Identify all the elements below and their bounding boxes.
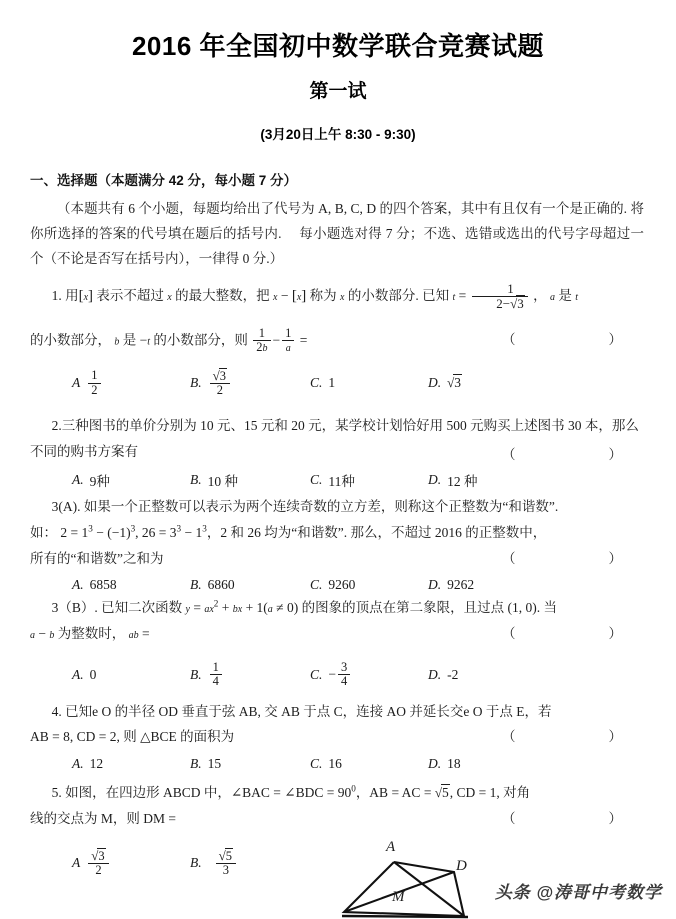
quadrilateral-diagram: [336, 840, 476, 919]
q5-option-b[interactable]: [190, 849, 310, 878]
q3a-text-c: 所有的“和谐数”之和为: [30, 550, 164, 566]
section-heading: 一、选择题（本题满分 42 分，每小题 7 分）: [30, 172, 298, 188]
q4-option-c-label: C.: [310, 755, 323, 771]
q1-option-d[interactable]: [428, 375, 546, 391]
q2-answer-blank[interactable]: （ ）: [502, 447, 644, 463]
q5-stem-2: 线的交点为 M，则 DM =: [30, 810, 176, 826]
q1-option-b[interactable]: [190, 369, 310, 398]
q1-text-b: 表示不超过: [96, 287, 164, 303]
q3b-equals: =: [142, 625, 150, 641]
question-3a-options: [30, 577, 644, 593]
q3a-number: 3(A).: [51, 499, 81, 515]
q1-answer-blank[interactable]: （ ）: [502, 331, 644, 347]
q5-text-a: 如图，在四边形 ABCD 中，∠BAC = ∠BDC = 90: [65, 784, 352, 800]
q1-option-a[interactable]: [72, 369, 190, 397]
q1-option-a-label: A: [72, 375, 81, 391]
q2-option-a-label: A.: [72, 472, 84, 488]
title-block: [0, 0, 676, 143]
q4-option-c-value: 16: [328, 755, 342, 771]
q4-stem-2: AB = 8, CD = 2, 则 △BCE 的面积为: [30, 729, 235, 745]
q5-option-a-value: $\frac{√3}{2}$: [88, 849, 108, 878]
q3a-option-d-value: 9262: [447, 577, 475, 593]
question-3b-line-1: [30, 595, 644, 621]
q3a-option-b-value: 6860: [207, 577, 235, 593]
figure-label-m: M: [392, 889, 405, 905]
q2-option-b[interactable]: [190, 470, 310, 490]
q1-text-a: 用: [65, 287, 79, 303]
q3b-option-d[interactable]: [428, 667, 546, 683]
q4-option-d[interactable]: [428, 756, 546, 772]
q1-option-c-label: C.: [310, 375, 323, 391]
q4-option-c[interactable]: [310, 756, 428, 772]
q3b-option-b-label: B.: [190, 666, 202, 682]
q1-option-a-value: $\frac{1}{2}$: [88, 369, 100, 397]
q1-option-c[interactable]: [310, 375, 428, 391]
q5-sqrt5: √5: [434, 784, 449, 800]
question-4-line-2: [30, 724, 644, 750]
q2-number: 2.: [51, 418, 62, 434]
exam-datetime: (3月20日上午 8:30 - 9:30): [260, 126, 416, 142]
q1-fraction-t: $\frac{1}{2-√3}$: [472, 282, 528, 311]
question-2: [30, 413, 644, 490]
question-3b-line-2: a − b 为整数时， ab = （ ）: [30, 621, 644, 647]
q2-option-c-label: C.: [310, 472, 323, 488]
q5-text-c: , CD = 1, 对角: [449, 784, 531, 800]
q3b-formula: $y = ax^2$ + bx + 1(a ≠ 0): [185, 598, 299, 616]
base-segment: [342, 916, 468, 917]
q4-answer-blank[interactable]: （ ）: [502, 729, 644, 745]
q4-option-a-value: 12: [89, 755, 104, 771]
q5-option-a-label: A: [72, 855, 81, 871]
q3a-option-c[interactable]: [310, 577, 428, 593]
q2-option-d-value: 12 种: [447, 474, 478, 490]
q4-option-b-label: B.: [190, 755, 202, 771]
question-3b: [30, 595, 644, 696]
q2-stem: 三种图书的单价分别为 10 元、15 元和 20 元，某学校计划恰好用 500 元购买上述图书 30 本，那么不同的购书方案有: [30, 418, 639, 459]
question-3a-line-2: [30, 520, 644, 546]
q1-text-d: 称为: [309, 287, 337, 303]
q3b-option-a-label: A.: [72, 666, 84, 682]
page-title: 2016 年全国初中数学联合竞赛试题: [131, 31, 545, 61]
question-5-line-1: 5. 如图，在四边形 ABCD 中，∠BAC = ∠BDC = $90^0$，AB = AC = √5, CD = 1, 对角: [51, 783, 531, 800]
q4-option-b[interactable]: [190, 756, 310, 772]
q2-option-a-value: 9种: [89, 474, 110, 490]
q4-option-a-label: A.: [72, 755, 84, 771]
question-3a-line-3: [30, 546, 644, 572]
q1-number: 1.: [51, 287, 62, 303]
question-4-options: [30, 756, 644, 772]
q2-option-a[interactable]: [72, 470, 190, 490]
q3b-answer-blank[interactable]: （ ）: [502, 625, 644, 641]
question-4: [30, 699, 644, 772]
q3a-option-a-label: A.: [72, 577, 84, 593]
q3b-option-a-value: 0: [89, 666, 97, 682]
question-4-line-1: [30, 699, 644, 725]
q3a-option-d[interactable]: [428, 577, 546, 593]
q3b-option-d-label: D.: [428, 666, 442, 682]
question-1: [30, 282, 644, 405]
q4-option-a[interactable]: [72, 756, 190, 772]
page-subtitle: 第一试: [309, 80, 367, 102]
q3b-text-a: 已知二次函数: [101, 600, 183, 616]
q1-fraction-1: $\frac{1}{2b}$: [253, 327, 270, 355]
q3a-text-a: 如：: [30, 524, 57, 540]
q2-option-b-value: 10 种: [207, 474, 238, 490]
q3a-option-c-value: 9260: [328, 577, 356, 593]
q2-option-b-label: B.: [190, 472, 202, 488]
q3b-option-a[interactable]: [72, 667, 190, 683]
q3a-answer-blank[interactable]: （ ）: [502, 550, 644, 566]
question-5-line-2: [30, 806, 644, 832]
q5-number: 5.: [51, 784, 62, 800]
q3a-text-b: ，2 和 26 均为“和谐数”. 那么，不超过 2016 的正整数中，: [206, 524, 547, 540]
q1-text-e: 的小数部分. 已知: [347, 287, 450, 303]
q1-option-d-label: D.: [428, 375, 442, 391]
q4-number: 4.: [51, 703, 62, 719]
q3a-option-b[interactable]: [190, 577, 310, 593]
question-3a-line-1: [30, 494, 644, 520]
q3a-option-a[interactable]: [72, 577, 190, 593]
q3b-text-c: 为整数时，: [57, 625, 126, 641]
q4-stem-1: 已知e O 的半径 OD 垂直于弦 AB, 交 AB 于点 C，连接 AO 并延长交e O 于点 E，若: [65, 703, 552, 719]
question-1-line-1: 1. 用[x] 表示不超过 x 的最大整数，把 x − [x] 称为 x 的小数部分. 已知 t = $\frac{1}{2-√3}$ ， a 是 t: [51, 280, 578, 311]
q1-text-i: 是: [122, 332, 137, 348]
q1-text-c: 的最大整数，把: [175, 287, 270, 303]
q1-text-j: 的小数部分，则: [153, 332, 248, 348]
q5-text-b: ，AB = AC =: [355, 784, 432, 800]
q3b-option-c-label: C.: [310, 666, 323, 682]
q1-option-b-label: B.: [190, 375, 202, 391]
section-instructions: （本题共有 6 个小题，每题均给出了代号为 A, B, C, D 的四个答案，其中有且仅有一个是正确的. 将你所选择的答案的代号填在题后的括号内. 每小题选对得 7 分；不选、选错或选出的代号字母超过一个（不论是否写在括号内），一律得 0 分.）: [30, 200, 644, 266]
q3a-stem-1: 如果一个正整数可以表示为两个连续奇数的立方差，则称这个正整数为“和谐数”.: [83, 499, 559, 515]
q4-option-d-label: D.: [428, 755, 442, 771]
q3a-option-c-label: C.: [310, 577, 323, 593]
q3b-option-c[interactable]: [310, 661, 428, 689]
q3a-option-a-value: 6858: [89, 577, 117, 593]
q1-fraction-2: $\frac{1}{a}$: [282, 327, 294, 355]
q3b-text-b: 的图象的顶点在第二象限，且过点 (1, 0). 当: [301, 600, 557, 616]
q3b-option-c-value: − $\frac{3}{4}$: [328, 661, 352, 689]
q3b-option-d-value: -2: [447, 666, 459, 682]
q5-answer-blank[interactable]: （ ）: [502, 810, 644, 826]
q1-text-f: ，: [533, 287, 547, 303]
q1-option-b-value: $\frac{√3}{2}$: [210, 369, 230, 398]
q5-option-b-label: B.: [190, 855, 202, 871]
q1-text-h: 的小数部分，: [30, 332, 111, 348]
figure-label-a: A: [386, 839, 396, 855]
question-3b-options: [30, 653, 644, 697]
q1-option-c-value: 1: [328, 375, 336, 391]
q3a-option-b-label: B.: [190, 577, 202, 593]
question-1-options: [30, 361, 644, 405]
question-1-line-2: 的小数部分， b 是 −t 的小数部分，则 $\frac{1}{2b}$ − $\frac{1}{a}$ = （ ）: [30, 325, 644, 355]
q3a-formula: $2 = 1^3 - (-1)^3$, $26 = 3^3 - 1^3$: [60, 523, 207, 540]
q3b-option-b[interactable]: [190, 661, 310, 689]
q3b-option-b-value: $\frac{1}{4}$: [210, 661, 222, 689]
q4-option-d-value: 18: [447, 755, 461, 771]
q4-option-b-value: 15: [207, 755, 222, 771]
q2-option-d[interactable]: [428, 470, 546, 490]
q3b-number: 3（B）.: [51, 600, 98, 616]
question-2-options: [30, 470, 644, 490]
question-3a: [30, 494, 644, 593]
q5-option-b-value: $\frac{√5}{3}$: [216, 849, 236, 878]
q1-text-g: 是: [558, 287, 572, 303]
figure-label-d: D: [456, 858, 467, 874]
q1-option-d-value: √3: [447, 375, 462, 391]
q5-option-a[interactable]: [72, 849, 190, 878]
q2-option-d-label: D.: [428, 472, 442, 488]
watermark: 头条 @涛哥中考数学: [494, 883, 662, 902]
q2-option-c[interactable]: [310, 470, 428, 490]
question-5-figure: [336, 840, 476, 919]
q2-option-c-value: 11种: [328, 474, 355, 490]
q1-equals: =: [299, 332, 308, 348]
question-2-text: [30, 413, 644, 464]
q3a-option-d-label: D.: [428, 577, 442, 593]
